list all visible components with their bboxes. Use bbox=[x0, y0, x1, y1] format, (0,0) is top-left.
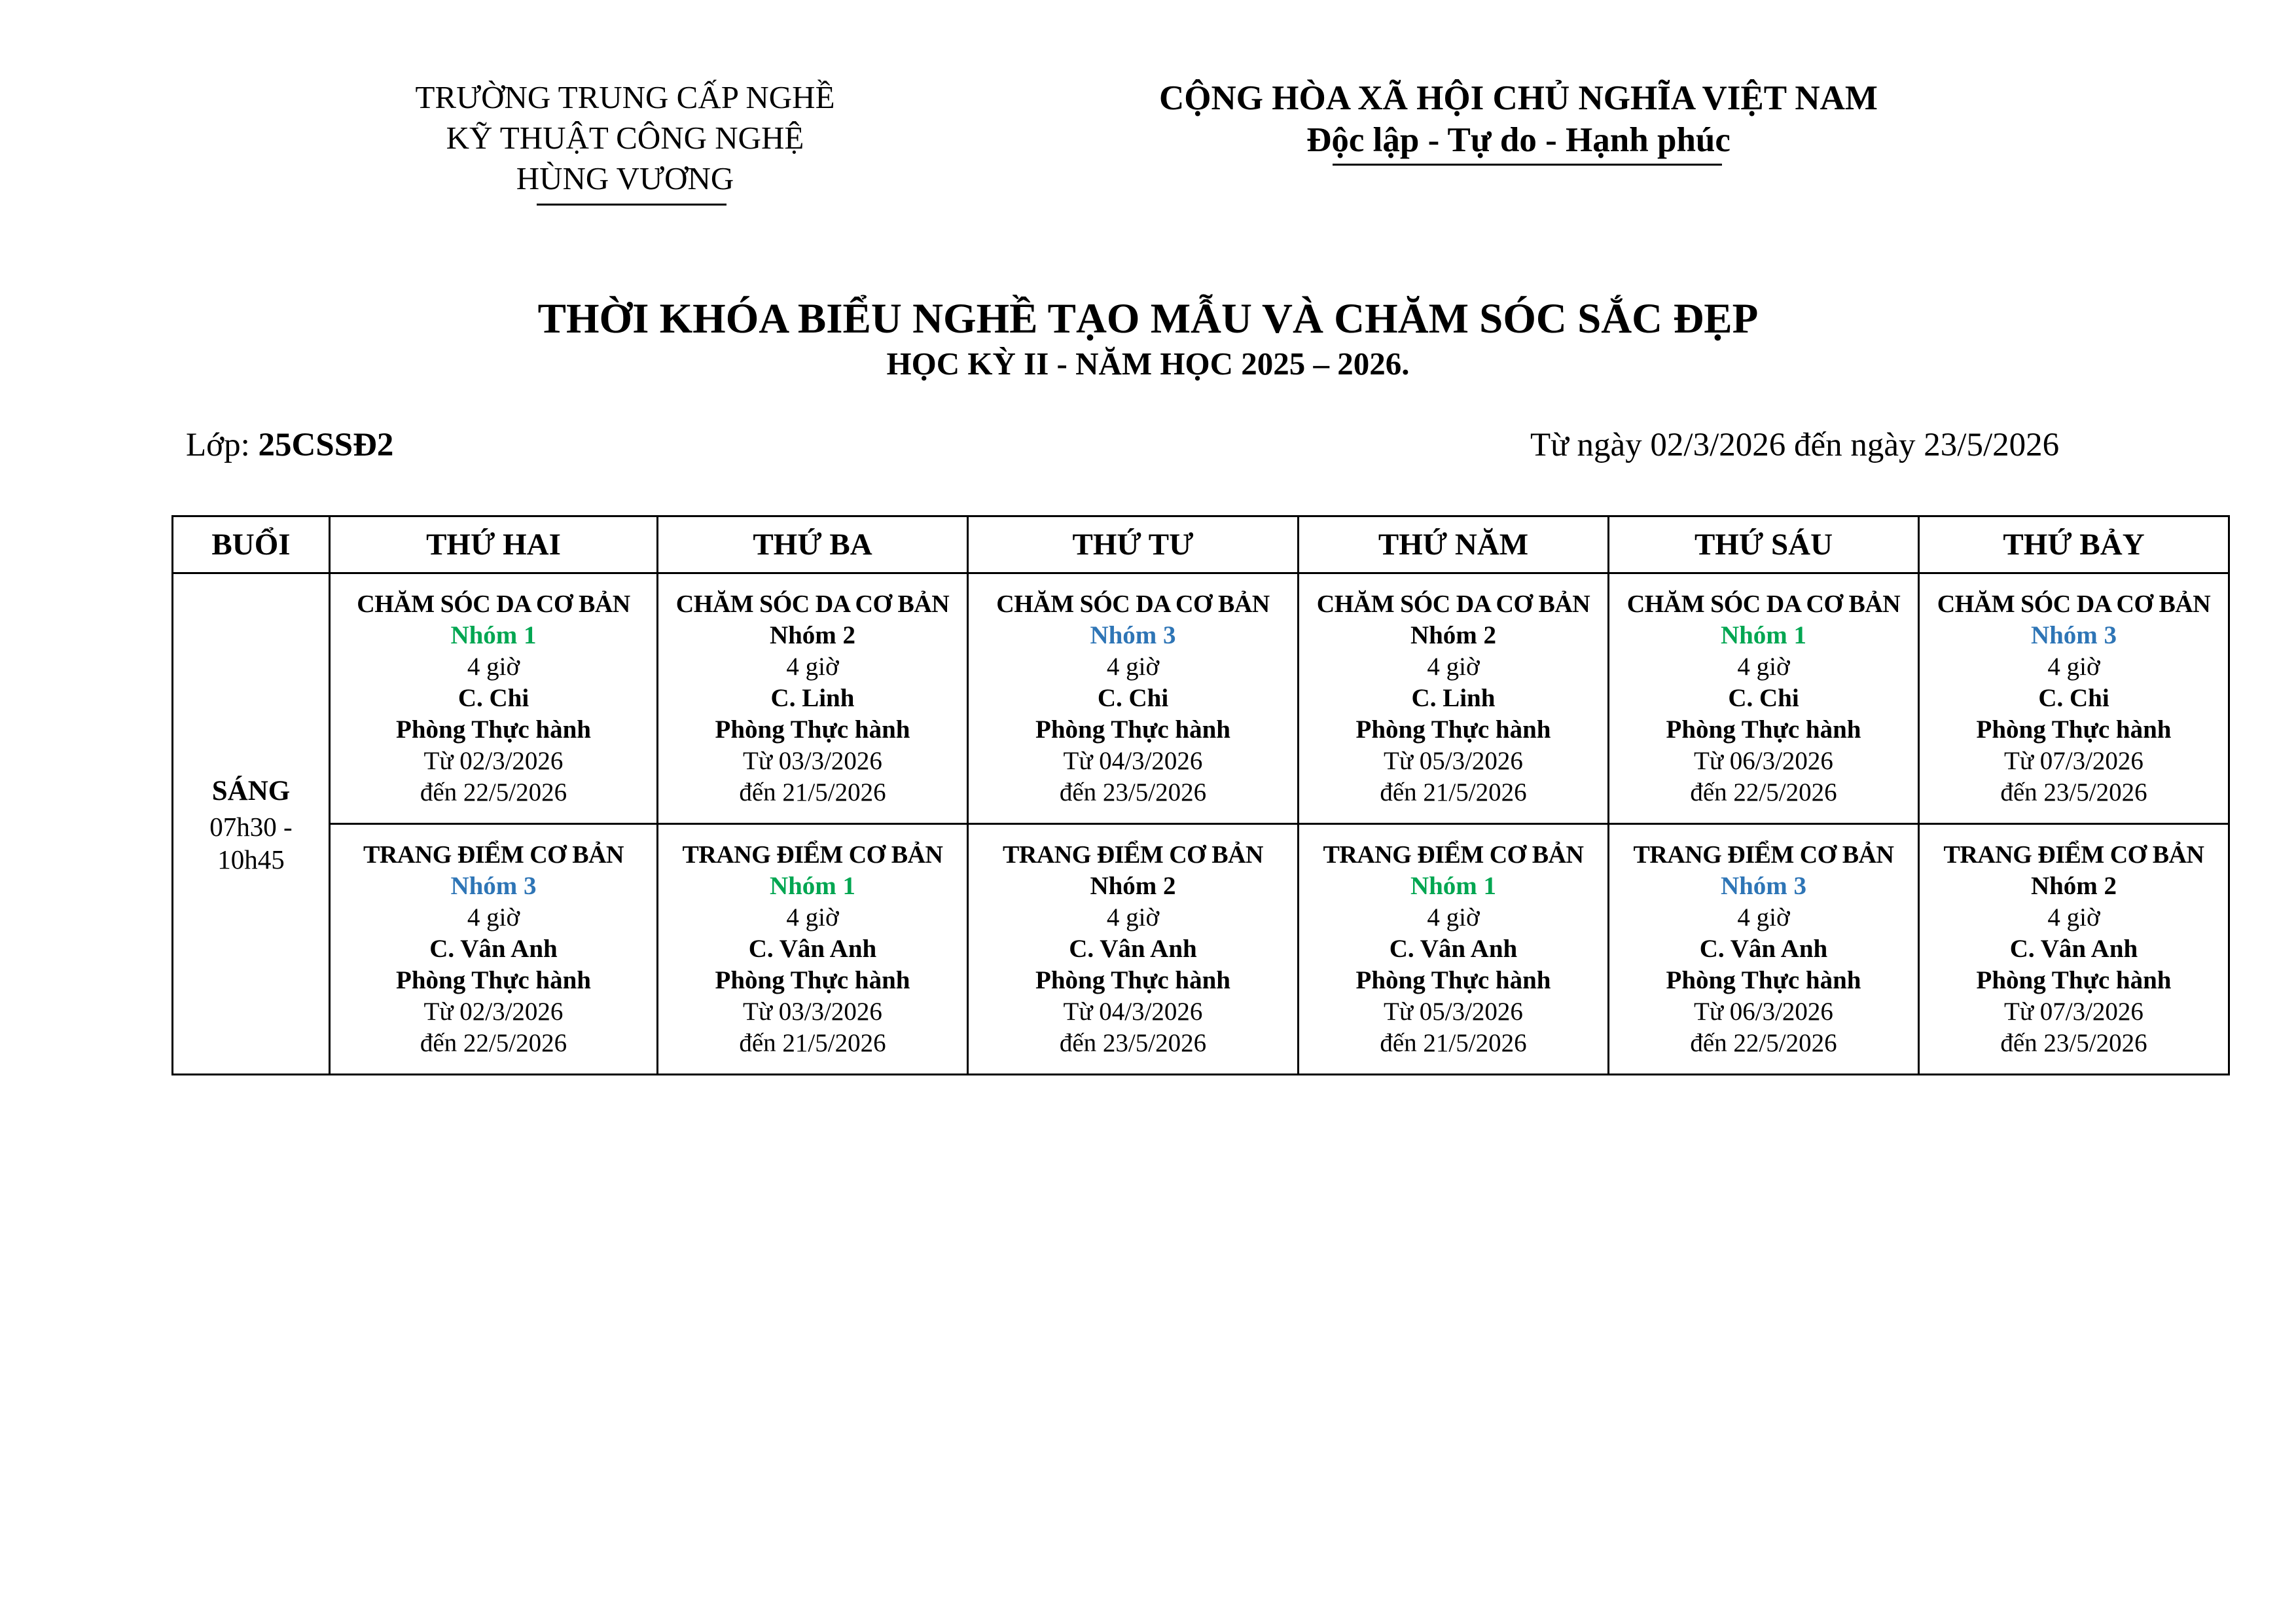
schedule-cell-wednesday bbox=[968, 824, 1299, 1075]
subject-name: TRANG ĐIỂM CƠ BẢN bbox=[682, 841, 943, 869]
school-name-line-2: KỸ THUẬT CÔNG NGHỆ bbox=[446, 120, 804, 156]
start-date: Từ 02/3/2026 bbox=[423, 747, 564, 775]
hours: 4 giờ bbox=[2047, 653, 2100, 681]
timetable bbox=[171, 515, 2230, 1075]
room-name: Phòng Thực hành bbox=[1976, 715, 2172, 744]
start-date: Từ 03/3/2026 bbox=[743, 747, 882, 775]
teacher-name: C. Vân Anh bbox=[1389, 935, 1518, 963]
session-time-end: 10h45 bbox=[217, 844, 285, 875]
end-date: đến 21/5/2026 bbox=[1380, 1029, 1527, 1057]
end-date: đến 21/5/2026 bbox=[739, 1029, 886, 1057]
timetable-header-row bbox=[173, 516, 2229, 573]
room-name: Phòng Thực hành bbox=[1976, 966, 2172, 994]
group-name: Nhóm 2 bbox=[1410, 621, 1497, 649]
date-range: Từ ngày 02/3/2026 đến ngày 23/5/2026 bbox=[1530, 427, 2060, 463]
room-name: Phòng Thực hành bbox=[396, 966, 591, 994]
start-date: Từ 03/3/2026 bbox=[743, 998, 882, 1026]
header-monday: THỨ HAI bbox=[330, 516, 658, 573]
end-date: đến 23/5/2026 bbox=[2000, 1029, 2147, 1057]
school-name bbox=[301, 77, 949, 199]
schedule-cell-thursday bbox=[1299, 824, 1609, 1075]
national-motto: Độc lập - Tự do - Hạnh phúc bbox=[1306, 121, 1731, 159]
hours: 4 giờ bbox=[1106, 653, 1160, 681]
timetable-body bbox=[173, 573, 2229, 1075]
class-label: Lớp: bbox=[186, 427, 259, 463]
teacher-name: C. Linh bbox=[770, 684, 855, 712]
room-name: Phòng Thực hành bbox=[1666, 966, 1861, 994]
start-date: Từ 06/3/2026 bbox=[1694, 998, 1833, 1026]
schedule-cell-monday bbox=[330, 824, 658, 1075]
schedule-cell-wednesday bbox=[968, 573, 1299, 824]
teacher-name: C. Vân Anh bbox=[1069, 935, 1197, 963]
group-name: Nhóm 1 bbox=[450, 621, 537, 649]
teacher-name: C. Chi bbox=[2038, 684, 2109, 712]
group-name: Nhóm 3 bbox=[1090, 621, 1176, 649]
session-name: SÁNG bbox=[211, 775, 291, 806]
start-date: Từ 05/3/2026 bbox=[1384, 998, 1523, 1026]
school-underline bbox=[537, 204, 726, 206]
session-cell bbox=[173, 573, 330, 1075]
hours: 4 giờ bbox=[2047, 903, 2100, 931]
hours: 4 giờ bbox=[1427, 653, 1480, 681]
header-session: BUỔI bbox=[173, 516, 330, 573]
group-name: Nhóm 3 bbox=[2030, 621, 2117, 649]
end-date: đến 22/5/2026 bbox=[420, 1029, 567, 1057]
schedule-cell-saturday bbox=[1919, 573, 2229, 824]
schedule-cell-friday bbox=[1609, 824, 1919, 1075]
header-wednesday: THỨ TƯ bbox=[968, 516, 1299, 573]
room-name: Phòng Thực hành bbox=[1035, 966, 1230, 994]
end-date: đến 22/5/2026 bbox=[1690, 778, 1837, 806]
room-name: Phòng Thực hành bbox=[396, 715, 591, 744]
class-code: 25CSSĐ2 bbox=[258, 427, 394, 463]
schedule-cell-tuesday bbox=[658, 573, 968, 824]
start-date: Từ 04/3/2026 bbox=[1063, 747, 1203, 775]
end-date: đến 22/5/2026 bbox=[420, 778, 567, 806]
table-row bbox=[173, 824, 2229, 1075]
end-date: đến 23/5/2026 bbox=[2000, 778, 2147, 806]
subject-name: CHĂM SÓC DA CƠ BẢN bbox=[357, 590, 630, 618]
teacher-name: C. Linh bbox=[1411, 684, 1496, 712]
room-name: Phòng Thực hành bbox=[715, 715, 910, 744]
start-date: Từ 07/3/2026 bbox=[2004, 747, 2144, 775]
end-date: đến 23/5/2026 bbox=[1059, 778, 1207, 806]
teacher-name: C. Chi bbox=[1097, 684, 1169, 712]
hours: 4 giờ bbox=[1106, 903, 1160, 931]
motto-underline bbox=[1333, 164, 1722, 166]
teacher-name: C. Chi bbox=[457, 684, 529, 712]
subject-name: TRANG ĐIỂM CƠ BẢN bbox=[1323, 841, 1584, 869]
subject-name: CHĂM SÓC DA CƠ BẢN bbox=[1626, 590, 1901, 618]
start-date: Từ 06/3/2026 bbox=[1694, 747, 1833, 775]
room-name: Phòng Thực hành bbox=[1355, 715, 1551, 744]
start-date: Từ 05/3/2026 bbox=[1384, 747, 1523, 775]
hours: 4 giờ bbox=[1737, 653, 1790, 681]
subject-name: CHĂM SÓC DA CƠ BẢN bbox=[996, 590, 1270, 618]
schedule-cell-tuesday bbox=[658, 824, 968, 1075]
end-date: đến 23/5/2026 bbox=[1059, 1029, 1207, 1057]
subject-name: TRANG ĐIỂM CƠ BẢN bbox=[1003, 841, 1263, 869]
teacher-name: C. Chi bbox=[1728, 684, 1799, 712]
room-name: Phòng Thực hành bbox=[1355, 966, 1551, 994]
start-date: Từ 07/3/2026 bbox=[2004, 998, 2144, 1026]
start-date: Từ 02/3/2026 bbox=[423, 998, 564, 1026]
subject-name: TRANG ĐIỂM CƠ BẢN bbox=[1633, 841, 1894, 869]
teacher-name: C. Vân Anh bbox=[1699, 935, 1828, 963]
header-tuesday: THỨ BA bbox=[658, 516, 968, 573]
hours: 4 giờ bbox=[786, 903, 839, 931]
subject-name: CHĂM SÓC DA CƠ BẢN bbox=[1316, 590, 1590, 618]
end-date: đến 22/5/2026 bbox=[1690, 1029, 1837, 1057]
hours: 4 giờ bbox=[1737, 903, 1790, 931]
group-name: Nhóm 2 bbox=[2030, 872, 2117, 900]
header-thursday: THỨ NĂM bbox=[1299, 516, 1609, 573]
group-name: Nhóm 2 bbox=[769, 621, 856, 649]
subject-name: CHĂM SÓC DA CƠ BẢN bbox=[675, 590, 950, 618]
school-name-line-1: TRƯỜNG TRUNG CẤP NGHỀ bbox=[415, 79, 835, 115]
end-date: đến 21/5/2026 bbox=[739, 778, 886, 806]
teacher-name: C. Vân Anh bbox=[2009, 935, 2138, 963]
national-header bbox=[1047, 77, 1990, 161]
group-name: Nhóm 1 bbox=[1410, 872, 1497, 900]
group-name: Nhóm 3 bbox=[450, 872, 537, 900]
document-title: THỜI KHÓA BIỂU NGHỀ TẠO MẪU VÀ CHĂM SÓC SẮC ĐẸP bbox=[537, 295, 1759, 342]
schedule-cell-friday bbox=[1609, 573, 1919, 824]
republic-name: CỘNG HÒA XÃ HỘI CHỦ NGHĨA VIỆT NAM bbox=[1159, 79, 1878, 117]
group-name: Nhóm 3 bbox=[1720, 872, 1807, 900]
hours: 4 giờ bbox=[467, 903, 520, 931]
room-name: Phòng Thực hành bbox=[1666, 715, 1861, 744]
document-subtitle: HỌC KỲ II - NĂM HỌC 2025 – 2026. bbox=[886, 346, 1410, 382]
start-date: Từ 04/3/2026 bbox=[1063, 998, 1203, 1026]
group-name: Nhóm 1 bbox=[769, 872, 856, 900]
school-name-line-3: HÙNG VƯƠNG bbox=[516, 160, 734, 196]
hours: 4 giờ bbox=[786, 653, 839, 681]
room-name: Phòng Thực hành bbox=[1035, 715, 1230, 744]
schedule-cell-saturday bbox=[1919, 824, 2229, 1075]
table-row bbox=[173, 573, 2229, 824]
schedule-cell-thursday bbox=[1299, 573, 1609, 824]
hours: 4 giờ bbox=[1427, 903, 1480, 931]
teacher-name: C. Vân Anh bbox=[748, 935, 877, 963]
session-time-start: 07h30 - bbox=[209, 811, 293, 842]
group-name: Nhóm 1 bbox=[1720, 621, 1807, 649]
subject-name: CHĂM SÓC DA CƠ BẢN bbox=[1937, 590, 2211, 618]
subject-name: TRANG ĐIỂM CƠ BẢN bbox=[363, 841, 624, 869]
end-date: đến 21/5/2026 bbox=[1380, 778, 1527, 806]
room-name: Phòng Thực hành bbox=[715, 966, 910, 994]
hours: 4 giờ bbox=[467, 653, 520, 681]
class-info bbox=[186, 424, 393, 466]
header-saturday: THỨ BẢY bbox=[1919, 516, 2229, 573]
group-name: Nhóm 2 bbox=[1090, 872, 1176, 900]
teacher-name: C. Vân Anh bbox=[429, 935, 558, 963]
header-friday: THỨ SÁU bbox=[1609, 516, 1919, 573]
schedule-cell-monday bbox=[330, 573, 658, 824]
subject-name: TRANG ĐIỂM CƠ BẢN bbox=[1943, 841, 2204, 869]
